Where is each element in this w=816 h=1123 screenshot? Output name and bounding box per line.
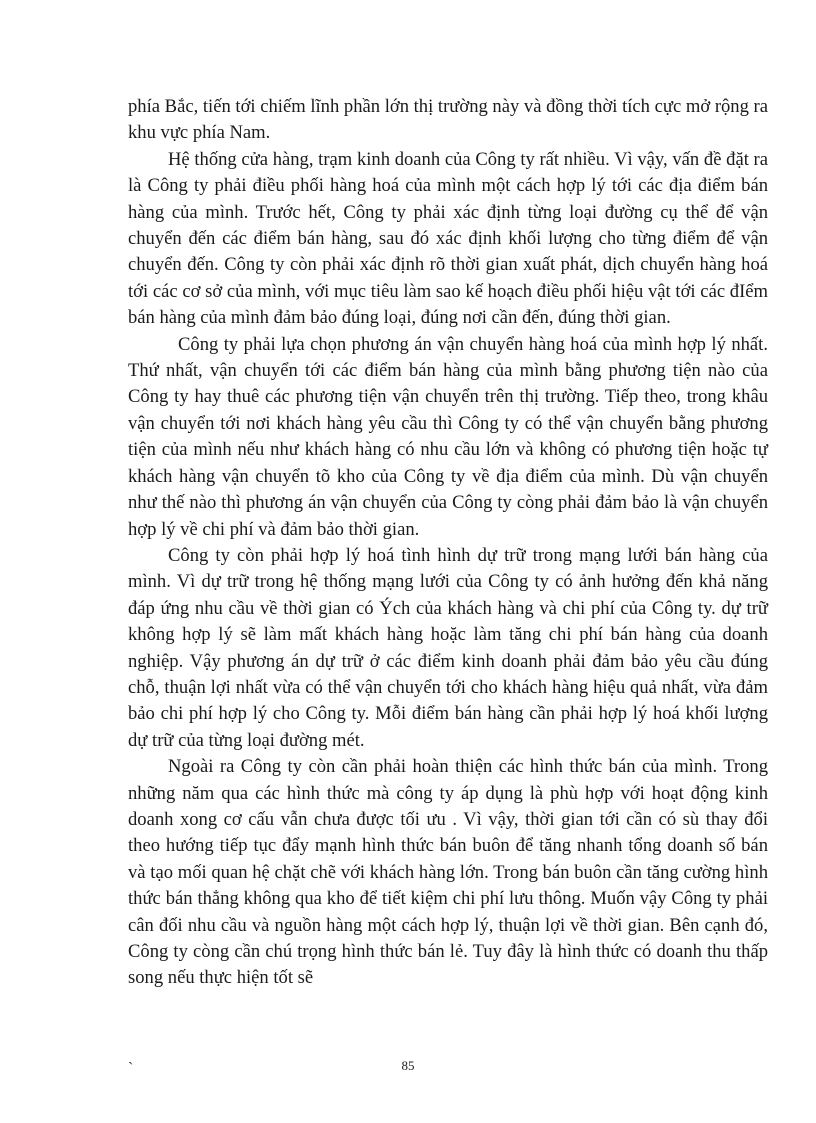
- paragraph-3: Công ty phải lựa chọn phương án vận chuyển hàng hoá của mình hợp lý nhất. Thứ nhất, vận chuyển tới các điểm bán hàng của mình bằng phương tiện nào của Công ty hay thuê các phương tiện vận chuyển trên thị trường. Tiếp theo, trong khâu vận chuyển tới nơi khách hàng yêu cầu thì Công ty có thể vận chuyển bằng phương tiện của mình nếu như khách hàng có nhu cầu lớn và không có phương tiện hoặc tự khách hàng vận chuyển tõ kho của Công ty về địa điểm của mình. Dù vận chuyển như thế nào thì phương án vận chuyển của Công ty còng phải đảm bảo là vận chuyển hợp lý về chi phí và đảm bảo thời gian.: [128, 333, 768, 540]
- paragraph-2: Hệ thống cửa hàng, trạm kinh doanh của Công ty rất nhiều. Vì vậy, vấn đề đặt ra là Công ty phải điều phối hàng hoá của mình một cách hợp lý tới các địa điểm bán hàng của mình. Trước hết, Công ty phải xác định từng loại đường cụ thể để vận chuyển đến các điểm bán hàng, sau đó xác định khối lượng cho từng điểm để vận chuyển đến. Công ty còn phải xác định rõ thời gian xuất phát, dịch chuyển hàng hoá tới các cơ sở của mình, với mục tiêu làm sao kế hoạch điều phối hiệu vật tới các đIểm bán hàng của mình đảm bảo đúng loại, đúng nơi cần đến, đúng thời gian.: [128, 148, 768, 329]
- paragraph-1: phía Bắc, tiến tới chiếm lĩnh phần lớn thị trường này và đồng thời tích cực mở rộng ra khu vực phía Nam.: [128, 96, 768, 144]
- paragraph-4: Công ty còn phải hợp lý hoá tình hình dự trữ trong mạng lưới bán hàng của mình. Vì dự trữ trong hệ thống mạng lưới của Công ty có ảnh hưởng đến khả năng đáp ứng nhu cầu về thời gian có Ých của khách hàng và chi phí của Công ty. dự trữ không hợp lý sẽ làm mất khách hàng hoặc làm tăng chi phí bán hàng của doanh nghiệp. Vậy phương án dự trữ ở các điểm kinh doanh phải đảm bảo yêu cầu đúng chỗ, thuận lợi nhất vừa có thể vận chuyển tới cho khách hàng hiệu quả nhất, vừa đảm bảo chi phí hợp lý cho Công ty. Mỗi điểm bán hàng cần phải hợp lý hoá khối lượng dự trữ của từng loại đường mét.: [128, 544, 768, 751]
- page-number: 85: [401, 1058, 415, 1073]
- document-page: [128, 94, 768, 992]
- footer-mark: `: [128, 1060, 134, 1077]
- paragraph-5: Ngoài ra Công ty còn cần phải hoàn thiện các hình thức bán của mình. Trong những năm qua các hình thức mà công ty áp dụng là phù hợp với hoạt động kinh doanh xong cơ cấu vẫn chưa được tối ưu . Vì vậy, thời gian tới cần có sù thay đổi theo hướng tiếp tục đẩy mạnh hình thức bán buôn để tăng nhanh tổng doanh số bán và tạo mối quan hệ chặt chẽ với khách hàng lớn. Trong bán buôn cần tăng cường hình thức bán thẳng không qua kho để tiết kiệm chi phí lưu thông. Muốn vậy Công ty phải cân đối nhu cầu và nguồn hàng một cách hợp lý, thuận lợi về thời gian. Bên cạnh đó, Công ty còng cần chú trọng hình thức bán lẻ. Tuy đây là hình thức có doanh thu thấp song nếu thực hiện tốt sẽ: [128, 756, 768, 989]
